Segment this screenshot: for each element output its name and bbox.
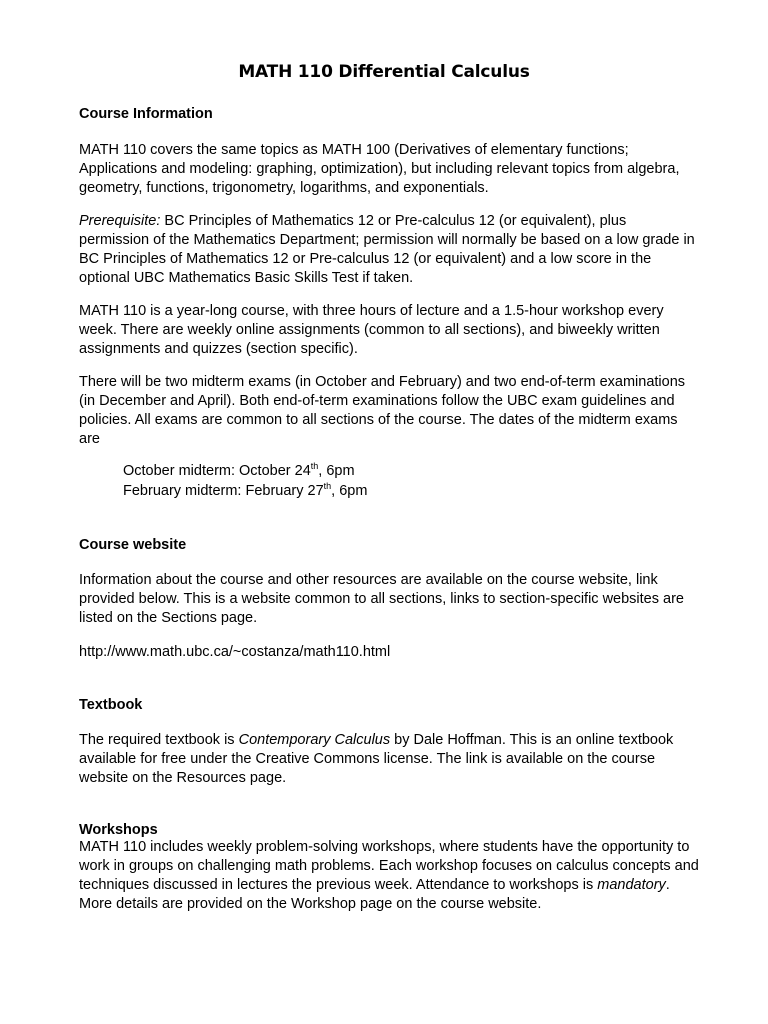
page-title: MATH 110 Differential Calculus <box>238 62 530 82</box>
course-description-paragraph: MATH 110 covers the same topics as MATH 100 (Derivatives of elementary functions; Applications and modeling: graphing, optimization), but including relevant topics from algebra, geometry, functions, trigonometry, logarithms, and exponentials. <box>79 142 680 196</box>
course-information-heading: Course Information <box>79 106 213 122</box>
workshops-heading: Workshops <box>79 822 158 838</box>
course-website-heading: Course website <box>79 537 187 553</box>
course-structure-paragraph: MATH 110 is a year-long course, with three hours of lecture and a 1.5-hour workshop every week. There are weekly online assignments (common to all sections), and biweekly written assignments and quizzes (section specific). <box>79 303 664 357</box>
mandatory-emphasis: mandatory <box>597 877 666 893</box>
course-website-url[interactable]: http://www.math.ubc.ca/~costanza/math110.html <box>79 644 391 660</box>
textbook-heading: Textbook <box>79 697 143 713</box>
workshops-paragraph: MATH 110 includes weekly problem-solving workshops, where students have the opportunity to work in groups on challenging math problems. Each workshop focuses on calculus concepts and techniques discussed in lectures the previous week. Attendance to workshops is mandatory. More details are provided on the Workshop page on the course website. <box>79 839 699 912</box>
prerequisite-paragraph <box>79 212 699 288</box>
prerequisite-text: BC Principles of Mathematics 12 or Pre-calculus 12 (or equivalent), plus permission of the Mathematics Department; permission will normally be based on a low grade in BC Principles of Mathematics 12 or Pre-calculus 12 (or equivalent) and a low score in the optional UBC Mathematics Basic Skills Test if taken. <box>79 213 695 286</box>
textbook-title: Contemporary Calculus <box>238 732 391 748</box>
textbook-paragraph: The required textbook is Contemporary Calculus by Dale Hoffman. This is an online textbook available for free under the Creative Commons license. The link is available on the course website on the Resources page. <box>79 732 674 786</box>
exams-paragraph: There will be two midterm exams (in October and February) and two end-of-term examinations (in December and April). Both end-of-term examinations follow the UBC exam guidelines and policies. All exams are common to all sections of the course. The dates of the midterm exams are <box>79 374 686 447</box>
course-website-paragraph: Information about the course and other resources are available on the course website, link provided below. This is a website common to all sections, links to section-specific websites are listed on the Sections page. <box>79 572 684 626</box>
october-midterm-date: October midterm: October 24th, 6pm <box>123 461 355 479</box>
february-midterm-date: February midterm: February 27th, 6pm <box>123 481 368 499</box>
prerequisite-label: Prerequisite: <box>79 213 161 229</box>
